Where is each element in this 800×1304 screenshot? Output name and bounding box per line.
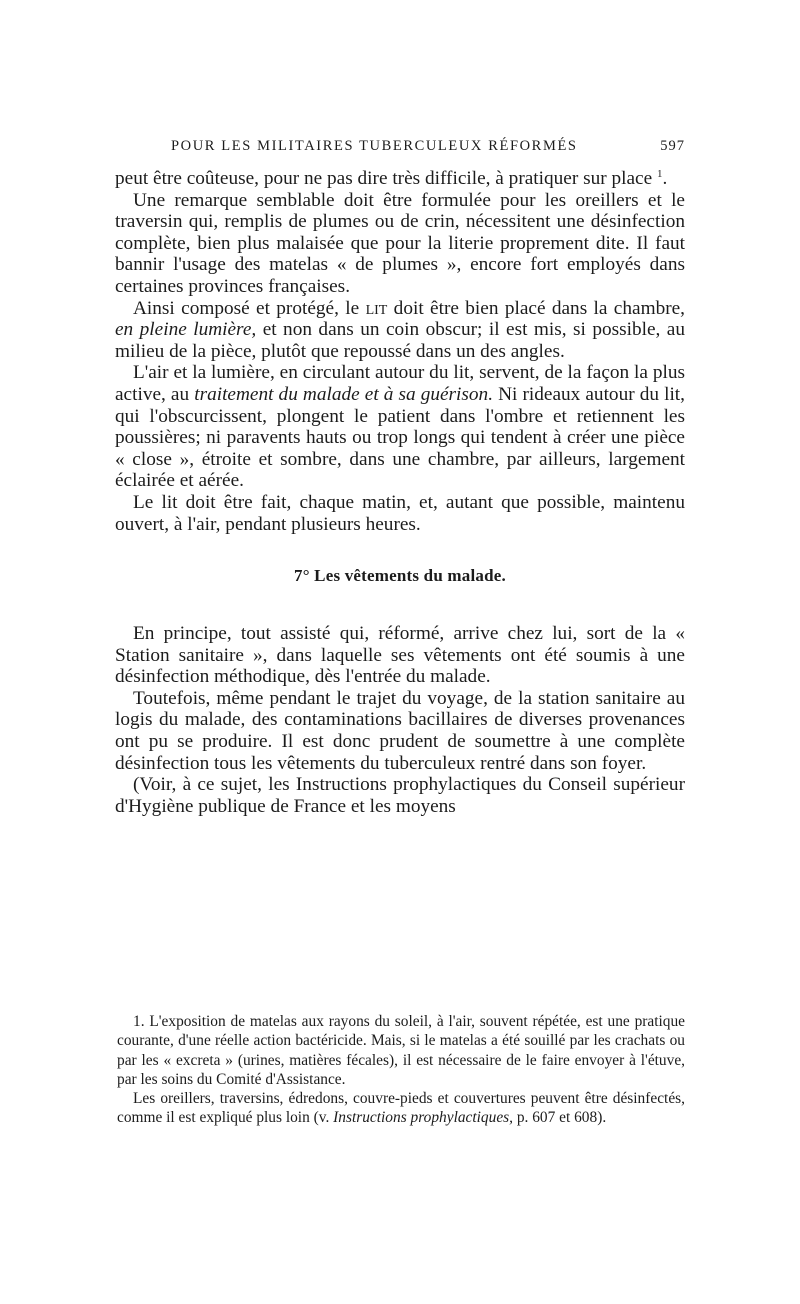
paragraph-3: [115, 298, 685, 363]
running-title: POUR LES MILITAIRES TUBERCULEUX RÉFORMÉS: [171, 138, 578, 154]
paragraph-3-italic: en pleine lumière,: [115, 319, 257, 341]
section-heading: 7° Les vêtements du malade.: [294, 566, 506, 586]
paragraph-1-text: peut être coûteuse, pour ne pas dire très difficile, à pratiquer sur place: [115, 168, 653, 189]
paragraph-7: Toutefois, même pendant le trajet du voyage, de la station sanitaire au logis du malade, des contaminations bacillaires de diverses provenances ont pu se produire. Il est donc prudent de soumettre à une complète désinfection tous les vêtements du tuberculeux rentré dans son foyer.: [115, 687, 685, 774]
footnote-1: 1. L'exposition de matelas aux rayons du soleil, à l'air, souvent répétée, est une pratique courante, d'une réelle action bactéricide. Mais, si le matelas a été souillé par les crachats ou par les « excreta » (urines, matières fécales), il est nécessaire de le faire envoyer à l'étuve, par les soins du Comité d'Assistance.: [117, 1013, 685, 1088]
paragraph-1: [115, 168, 685, 190]
paragraph-3-c: et non dans un coin obscur; il est mis, si possible, au milieu de la pièce, plutôt que repoussé dans un des angles.: [115, 319, 686, 362]
paragraph-1-end: .: [662, 168, 668, 189]
footnote-2-a: Les oreillers, traversins, édredons, couvre-pieds et couvertures peuvent être désinfectés, comme il est expliqué plus loin (v.: [117, 1090, 685, 1127]
paragraph-5: Le lit doit être fait, chaque matin, et, autant que possible, maintenu ouvert, à l'air, pendant plusieurs heures.: [115, 491, 685, 535]
paragraph-4-b: Ni rideaux autour du lit, qui l'obscurcissent, plongent le patient dans l'ombre et retiennent les poussières; ni paravents hauts ou trop longs qui tendent à créer une pièce « close », étroite et sombre, dans une chambre, par ailleurs, largement éclairée et aérée.: [115, 383, 685, 492]
paragraph-4-italic: traitement du malade et à sa guérison.: [194, 383, 494, 405]
footnote-ref-1: 1: [656, 168, 663, 180]
footnote-2: [117, 1089, 685, 1128]
body-text: [115, 168, 685, 817]
paragraph-4: [115, 362, 685, 492]
paragraph-2: Une remarque semblable doit être formulée pour les oreillers et le traversin qui, remplis de plumes ou de crin, nécessitent une désinfection complète, bien plus malaisée que pour la literie proprement dite. Il faut bannir l'usage des matelas « de plumes », encore fort employés dans certaines provinces françaises.: [115, 189, 685, 297]
lit-smallcaps: lit: [365, 297, 388, 319]
paragraph-3-b: doit être bien placé dans la chambre,: [387, 297, 686, 319]
running-head: [115, 138, 685, 168]
page-number: 597: [660, 138, 685, 154]
footnote-2-b: p. 607 et 608).: [512, 1109, 607, 1127]
paragraph-3-a: Ainsi composé et protégé, le: [133, 297, 366, 319]
paragraph-4-a: L'air et la lumière, en circulant autour du lit, servent, de la façon la plus active, au: [115, 362, 685, 405]
paragraph-8: (Voir, à ce sujet, les Instructions prophylactiques du Conseil supérieur d'Hygiène publique de France et les moyens: [115, 774, 685, 817]
page: [115, 138, 685, 817]
footnote-2-italic: Instructions prophylactiques,: [333, 1109, 513, 1127]
paragraph-6: En principe, tout assisté qui, réformé, arrive chez lui, sort de la « Station sanitaire », dans laquelle ses vêtements ont été soumis à une désinfection méthodique, dès l'entrée du malade.: [115, 623, 685, 688]
footnotes: [117, 1012, 685, 1128]
